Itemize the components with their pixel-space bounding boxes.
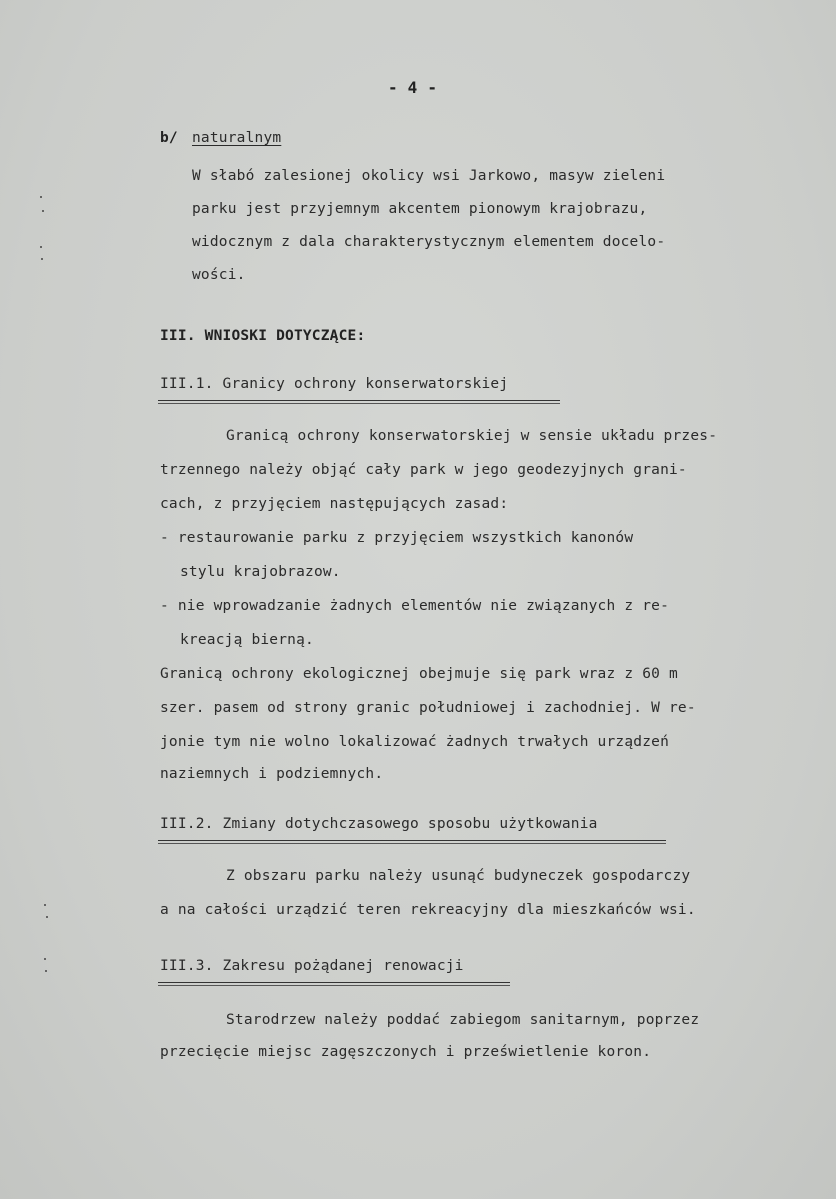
sub1-line: jonie tym nie wolno lokalizować żadnych trwałych urządzeń [160, 734, 669, 750]
sub1-line: naziemnych i podziemnych. [160, 766, 384, 782]
sub1-line: szer. pasem od strony granic południowej i zachodniej. W re- [160, 700, 696, 716]
margin-speck [45, 970, 47, 972]
sub3-line: przecięcie miejsc zagęszczonych i prześwietlenie koron. [160, 1044, 652, 1060]
margin-speck [44, 904, 46, 906]
margin-speck [46, 916, 48, 918]
sub2-underline [158, 840, 666, 844]
sub3-line: Starodrzew należy poddać zabiegom sanitarnym, poprzez [226, 1012, 700, 1028]
sub2-heading: III.2. Zmiany dotychczasowego sposobu użytkowania [160, 816, 598, 832]
sub1-list-item: - restaurowanie parku z przyjęciem wszystkich kanonów [160, 530, 634, 546]
section-b-line: wości. [192, 267, 246, 283]
section-b-line: parku jest przyjemnym akcentem pionowym krajobrazu, [192, 201, 648, 217]
sub1-line: Granicą ochrony ekologicznej obejmuje się park wraz z 60 m [160, 666, 678, 682]
sub3-underline [158, 982, 510, 986]
sub1-list-item-cont: stylu krajobrazow. [180, 564, 341, 580]
sub3-heading: III.3. Zakresu pożądanej renowacji [160, 958, 464, 974]
sub2-line: Z obszaru parku należy usunąć budyneczek gospodarczy [226, 868, 691, 884]
margin-speck [40, 246, 42, 248]
section-b-line: widocznym z dala charakterystycznym elementem docelo- [192, 234, 666, 250]
margin-speck [40, 196, 42, 198]
margin-speck [44, 958, 46, 960]
margin-speck [41, 258, 43, 260]
section-b-title: naturalnym [192, 130, 282, 146]
sub1-underline [158, 400, 560, 404]
page-number: - 4 - [388, 78, 438, 97]
section-iii-heading: III. WNIOSKI DOTYCZĄCE: [160, 328, 366, 344]
sub1-list-item-cont: kreacją bierną. [180, 632, 314, 648]
section-b-label: b/ [160, 130, 178, 146]
margin-speck [42, 210, 44, 212]
section-b-line: W słabó zalesionej okolicy wsi Jarkowo, masyw zieleni [192, 168, 666, 184]
sub1-list-item: - nie wprowadzanie żadnych elementów nie związanych z re- [160, 598, 669, 614]
sub1-heading: III.1. Granicy ochrony konserwatorskiej [160, 376, 509, 392]
sub1-line: cach, z przyjęciem następujących zasad: [160, 496, 509, 512]
sub2-line: a na całości urządzić teren rekreacyjny dla mieszkańców wsi. [160, 902, 696, 918]
sub1-line: trzennego należy objąć cały park w jego geodezyjnych grani- [160, 462, 687, 478]
sub1-line: Granicą ochrony konserwatorskiej w sensie układu przes- [226, 428, 718, 444]
